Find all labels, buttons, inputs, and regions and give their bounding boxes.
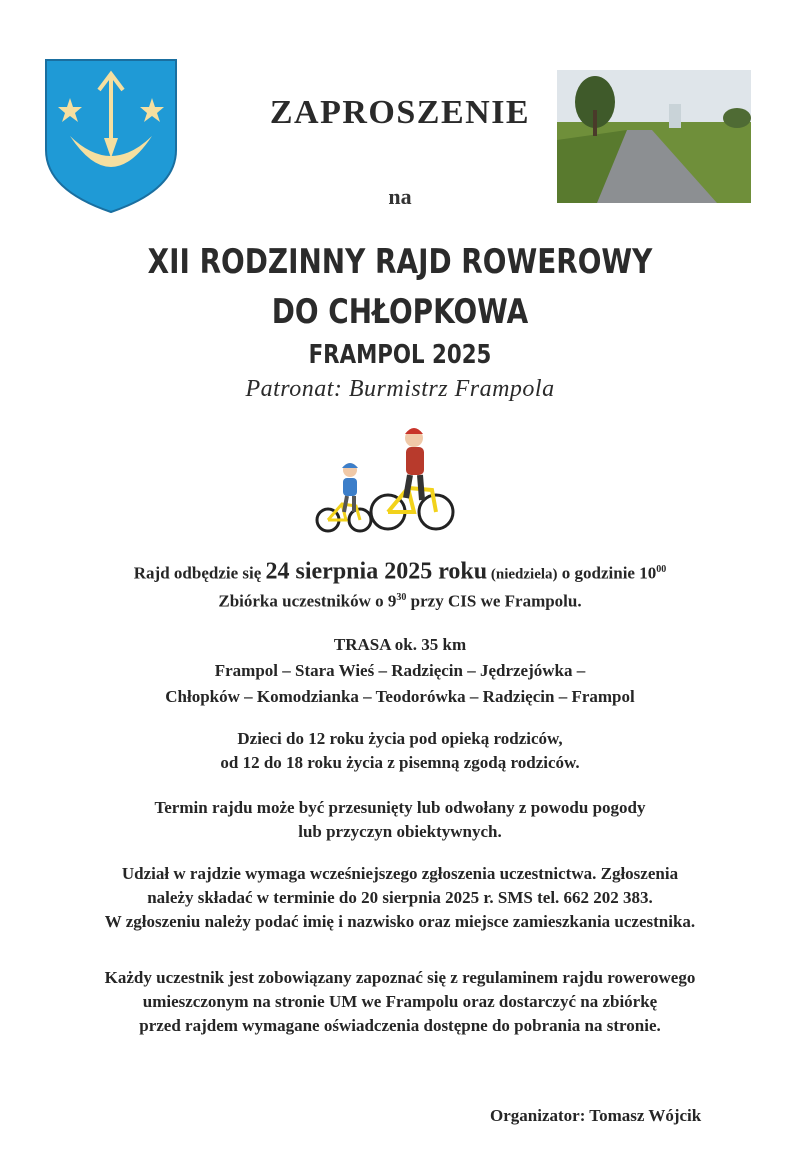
weather-note-line-1: Termin rajdu może być przesunięty lub odwołany z powodu pogody — [154, 798, 646, 817]
weather-note-line-2: lub przyczyn obiektywnych. — [298, 822, 502, 841]
gathering-paragraph — [0, 586, 800, 614]
date-paragraph — [0, 558, 800, 587]
route-line-2: Chłopków – Komodzianka – Teodorówka – Radzięcin – Frampol — [165, 687, 635, 706]
gathering-place-text: przy CIS we Frampolu. — [406, 591, 582, 611]
event-name-line-2: DO CHŁOPKOWA — [271, 292, 529, 332]
registration-info — [0, 862, 800, 934]
event-name-line-1: XII RODZINNY RAJD ROWEROWY — [147, 242, 653, 282]
route-line-1: Frampol – Stara Wieś – Radzięcin – Jędrzejówka – — [214, 661, 586, 680]
cyclists-illustration — [310, 420, 460, 540]
event-weekday: (niedziela) — [487, 566, 558, 583]
registration-line-1: Udział w rajdzie wymaga wcześniejszego zgłoszenia uczestnictwa. Zgłoszenia — [121, 864, 679, 883]
weather-note — [0, 796, 800, 844]
start-time-minutes: 00 — [656, 564, 667, 575]
event-location-year: FRAMPOL 2025 — [308, 340, 492, 370]
children-rules-line-1: Dzieci do 12 roku życia pod opieką rodziców, — [237, 729, 563, 748]
route-heading: TRASA ok. 35 km — [333, 635, 467, 654]
page-title: ZAPROSZENIE — [269, 94, 531, 131]
start-time-text: o godzinie 10 — [557, 563, 657, 583]
patronage-line: Patronat: Burmistrz Frampola — [245, 376, 555, 402]
regulations-line-2: umieszczonym na stronie UM we Frampolu oraz dostarczyć na zbiórkę — [142, 992, 658, 1011]
route-section — [0, 632, 800, 710]
gathering-intro-text: Zbiórka uczestników o 9 — [218, 591, 397, 611]
date-intro-text: Rajd odbędzie się — [133, 563, 266, 583]
registration-line-3: W zgłoszeniu należy podać imię i nazwisko oraz miejsce zamieszkania uczestnika. — [104, 912, 696, 931]
organizer-signature: Organizator: Tomasz Wójcik — [490, 1106, 702, 1125]
regulations-info — [0, 966, 800, 1038]
regulations-line-1: Każdy uczestnik jest zobowiązany zapoznać się z regulaminem rajdu rowerowego — [104, 968, 696, 987]
gathering-time-minutes: 30 — [396, 592, 407, 603]
event-date: 24 sierpnia 2025 roku — [265, 558, 488, 585]
title-connector: na — [388, 184, 412, 209]
registration-line-2: należy składać w terminie do 20 sierpnia 2025 r. SMS tel. 662 202 383. — [147, 888, 653, 907]
children-rules-line-2: od 12 do 18 roku życia z pisemną zgodą rodziców. — [220, 753, 580, 772]
children-rules — [0, 727, 800, 775]
regulations-line-3: przed rajdem wymagane oświadczenia dostępne do pobrania na stronie. — [139, 1016, 661, 1035]
